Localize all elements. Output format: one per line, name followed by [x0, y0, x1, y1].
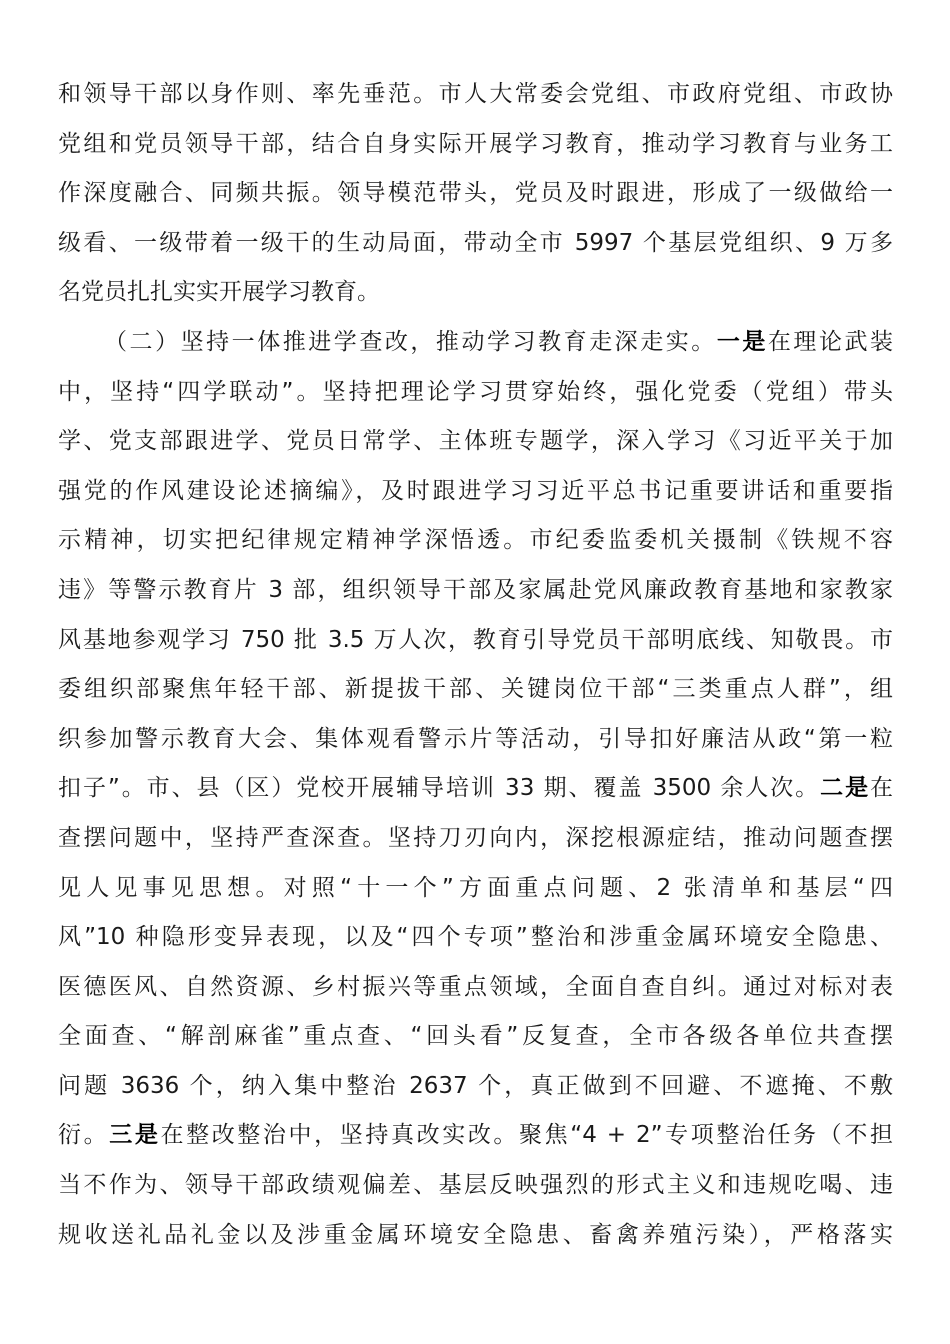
text-segment: 见人见事见思想。对照“十一个”方面重点问题、2 张清单和基层“四 [58, 874, 893, 901]
text-segment: 规收送礼品礼金以及涉重金属环境安全隐患、畜禽养殖污染），严格落实 [58, 1221, 893, 1248]
text-segment: 在理论武装 [767, 328, 893, 355]
text-line [58, 566, 893, 616]
text-line [58, 1012, 893, 1062]
text-segment: 学、党支部跟进学、党员日常学、主体班专题学，深入学习《习近平关于加 [58, 428, 893, 455]
text-line [58, 1161, 893, 1211]
text-line [58, 169, 893, 219]
text-segment: 衍。 [58, 1122, 110, 1149]
text-segment: 示精神，切实把纪律规定精神学深悟透。市纪委监委机关摄制《铁规不容 [58, 527, 893, 554]
text-segment: 查摆问题中，坚持严查深查。坚持刀刃向内，深挖根源症结，推动问题查摆 [58, 824, 893, 851]
document-body [58, 70, 893, 1260]
text-segment: 问题 3636 个，纳入集中整治 2637 个，真正做到不回避、不遮掩、不敷 [58, 1072, 893, 1099]
text-line [58, 368, 893, 418]
text-segment: 风基地参观学习 750 批 3.5 万人次，教育引导党员干部明底线、知敬畏。市 [58, 626, 893, 653]
text-segment: 当不作为、领导干部政绩观偏差、基层反映强烈的形式主义和违规吃喝、违 [58, 1172, 893, 1199]
text-segment: 在整改整治中，坚持真改实改。聚焦“4 + 2”专项整治任务（不担 [160, 1122, 893, 1149]
text-line [58, 1062, 893, 1112]
text-line [58, 268, 893, 318]
text-segment: 全面查、“解剖麻雀”重点查、“回头看”反复查，全市各级各单位共查摆 [58, 1023, 893, 1050]
bold-keyword: 二是 [820, 775, 871, 802]
text-line [58, 516, 893, 566]
text-segment: 在 [870, 775, 893, 802]
text-segment: 风”10 种隐形变异表现，以及“四个专项”整治和涉重金属环境安全隐患、 [58, 924, 893, 951]
text-segment: 扣子”。市、县（区）党校开展辅导培训 33 期、覆盖 3500 余人次。 [58, 775, 821, 802]
text-line [58, 715, 893, 765]
text-line [58, 219, 893, 269]
text-segment: 名党员扎扎实实开展学习教育。 [58, 279, 380, 306]
text-line [58, 70, 893, 120]
text-segment: 和领导干部以身作则、率先垂范。市人大常委会党组、市政府党组、市政协 [58, 81, 893, 107]
text-line [58, 764, 893, 814]
text-segment: 中，坚持“四学联动”。坚持把理论学习贯穿始终，强化党委（党组）带头 [58, 378, 893, 405]
text-line [58, 814, 893, 864]
text-segment: 强党的作风建设论述摘编》，及时跟进学习习近平总书记重要讲话和重要指 [58, 477, 893, 504]
text-segment: 违》等警示教育片 3 部，组织领导干部及家属赴党风廉政教育基地和家教家 [58, 576, 893, 603]
text-line [58, 963, 893, 1013]
paragraph-heading-line [58, 318, 893, 368]
text-segment: （二）坚持一体推进学查改，推动学习教育走深走实。 [104, 328, 717, 355]
text-line [58, 616, 893, 666]
text-line [58, 665, 893, 715]
text-line [58, 1111, 893, 1161]
bold-keyword: 三是 [109, 1122, 161, 1149]
text-line [58, 864, 893, 914]
text-segment: 作深度融合、同频共振。领导模范带头，党员及时跟进，形成了一级做给一 [58, 180, 893, 207]
text-line [58, 120, 893, 170]
text-line [58, 913, 893, 963]
text-line [58, 417, 893, 467]
bold-keyword: 一是 [716, 328, 768, 355]
text-segment: 委组织部聚焦年轻干部、新提拔干部、关键岗位干部“三类重点人群”，组 [58, 676, 893, 703]
text-segment: 织参加警示教育大会、集体观看警示片等活动，引导扣好廉洁从政“第一粒 [58, 725, 893, 752]
text-line [58, 467, 893, 517]
text-segment: 党组和党员领导干部，结合自身实际开展学习教育，推动学习教育与业务工 [58, 130, 893, 157]
text-segment: 医德医风、自然资源、乡村振兴等重点领域，全面自查自纠。通过对标对表 [58, 973, 893, 1000]
text-segment: 级看、一级带着一级干的生动局面，带动全市 5997 个基层党组织、9 万多 [58, 229, 893, 256]
text-line [58, 1211, 893, 1261]
